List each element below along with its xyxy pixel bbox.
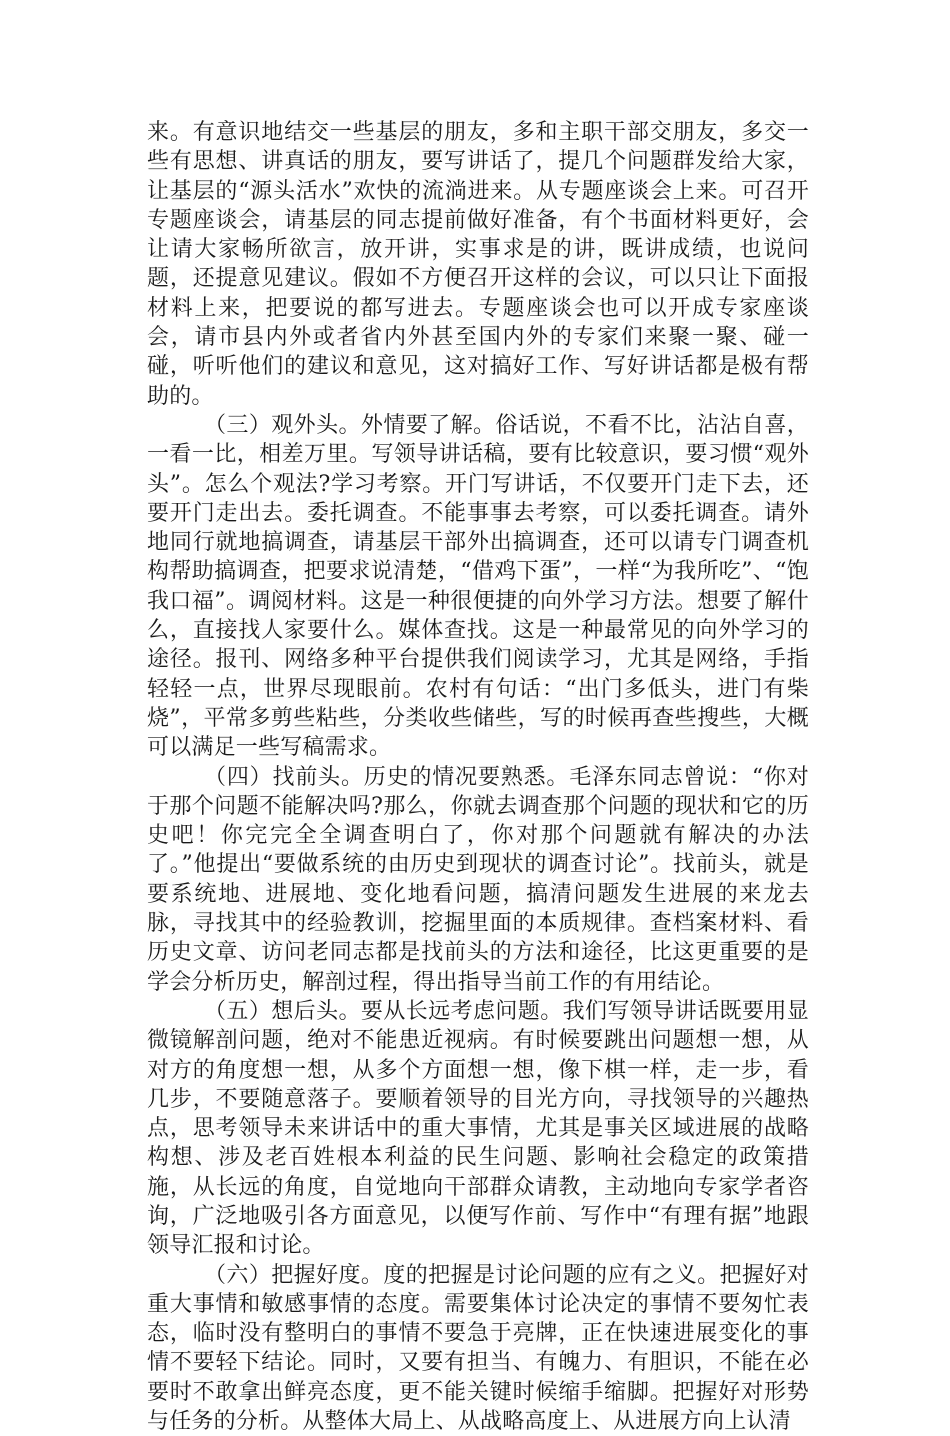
paragraph-section-3: （三）观外头。外情要了解。俗话说，不看不比，沾沾自喜，一看一比，相差万里。写领导讲话稿，要有比较意识，要习惯“观外头”。怎么个观法?学习考察。开门写讲话，不仅要开门走下去，还要开门走出去。委托调查。不能事事去考察，可以委托调查。请外地同行就地搞调查，请基层干部外出搞调查，还可以请专门调查机构帮助搞调查，把要求说清楚，“借鸡下蛋”，一样“为我所吃”、“饱我口福”。调阅材料。这是一种很便捷的向外学习方法。想要了解什么，直接找人家要什么。媒体查找。这是一种最常见的向外学习的途径。报刊、网络多种平台提供我们阅读学习，尤其是网络，手指轻轻一点，世界尽现眼前。农村有句话：“出门多低头，进门有柴烧”，平常多剪些粘些，分类收些储些，写的时候再查些搜些，大概可以满足一些写稿需求。: [147, 412, 809, 761]
document-body: [147, 118, 809, 1436]
paragraph-section-4: （四）找前头。历史的情况要熟悉。毛泽东同志曾说：“你对于那个问题不能解决吗?那么，你就去调查那个问题的现状和它的历史吧！你完完全全调查明白了，你对那个问题就有解决的办法了。”他提出“要做系统的由历史到现状的调查讨论”。找前头，就是要系统地、进展地、变化地看问题，搞清问题发生进展的来龙去脉，寻找其中的经验教训，挖掘里面的本质规律。查档案材料、看历史文章、访问老同志都是找前头的方法和途径，比这更重要的是学会分析历史，解剖过程，得出指导当前工作的有用结论。: [147, 764, 809, 995]
paragraph-section-5: （五）想后头。要从长远考虑问题。我们写领导讲话既要用显微镜解剖问题，绝对不能患近视病。有时候要跳出问题想一想，从对方的角度想一想，从多个方面想一想，像下棋一样，走一步，看几步，不要随意落子。要顺着领导的目光方向，寻找领导的兴趣热点，思考领导未来讲话中的重大事情，尤其是事关区域进展的战略构想、涉及老百姓根本利益的民生问题、影响社会稳定的政策措施，从长远的角度，自觉地向干部群众请教，主动地向专家学者咨询，广泛地吸引各方面意见，以便写作前、写作中“有理有据”地跟领导汇报和讨论。: [147, 998, 809, 1259]
paragraph-section-6: （六）把握好度。度的把握是讨论问题的应有之义。把握好对重大事情和敏感事情的态度。需要集体讨论决定的事情不要匆忙表态，临时没有整明白的事情不要急于亮牌，正在快速进展变化的事情不要轻下结论。同时，又要有担当、有魄力、有胆识，不能在必要时不敢拿出鲜亮态度，更不能关键时候缩手缩脚。把握好对形势与任务的分析。从整体大局上、从战略高度上、从进展方向上认清: [147, 1262, 809, 1435]
paragraph-continuation: 来。有意识地结交一些基层的朋友，多和主职干部交朋友，多交一些有思想、讲真话的朋友，要写讲话了，提几个问题群发给大家，让基层的“源头活水”欢快的流淌进来。从专题座谈会上来。可召开专题座谈会，请基层的同志提前做好准备，有个书面材料更好，会让请大家畅所欲言，放开讲，实事求是的讲，既讲成绩，也说问题，还提意见建议。假如不方便召开这样的会议，可以只让下面报材料上来，把要说的都写进去。专题座谈会也可以开成专家座谈会，请市县内外或者省内外甚至国内外的专家们来聚一聚、碰一碰，听听他们的建议和意见，这对搞好工作、写好讲话都是极有帮助的。: [147, 120, 809, 409]
